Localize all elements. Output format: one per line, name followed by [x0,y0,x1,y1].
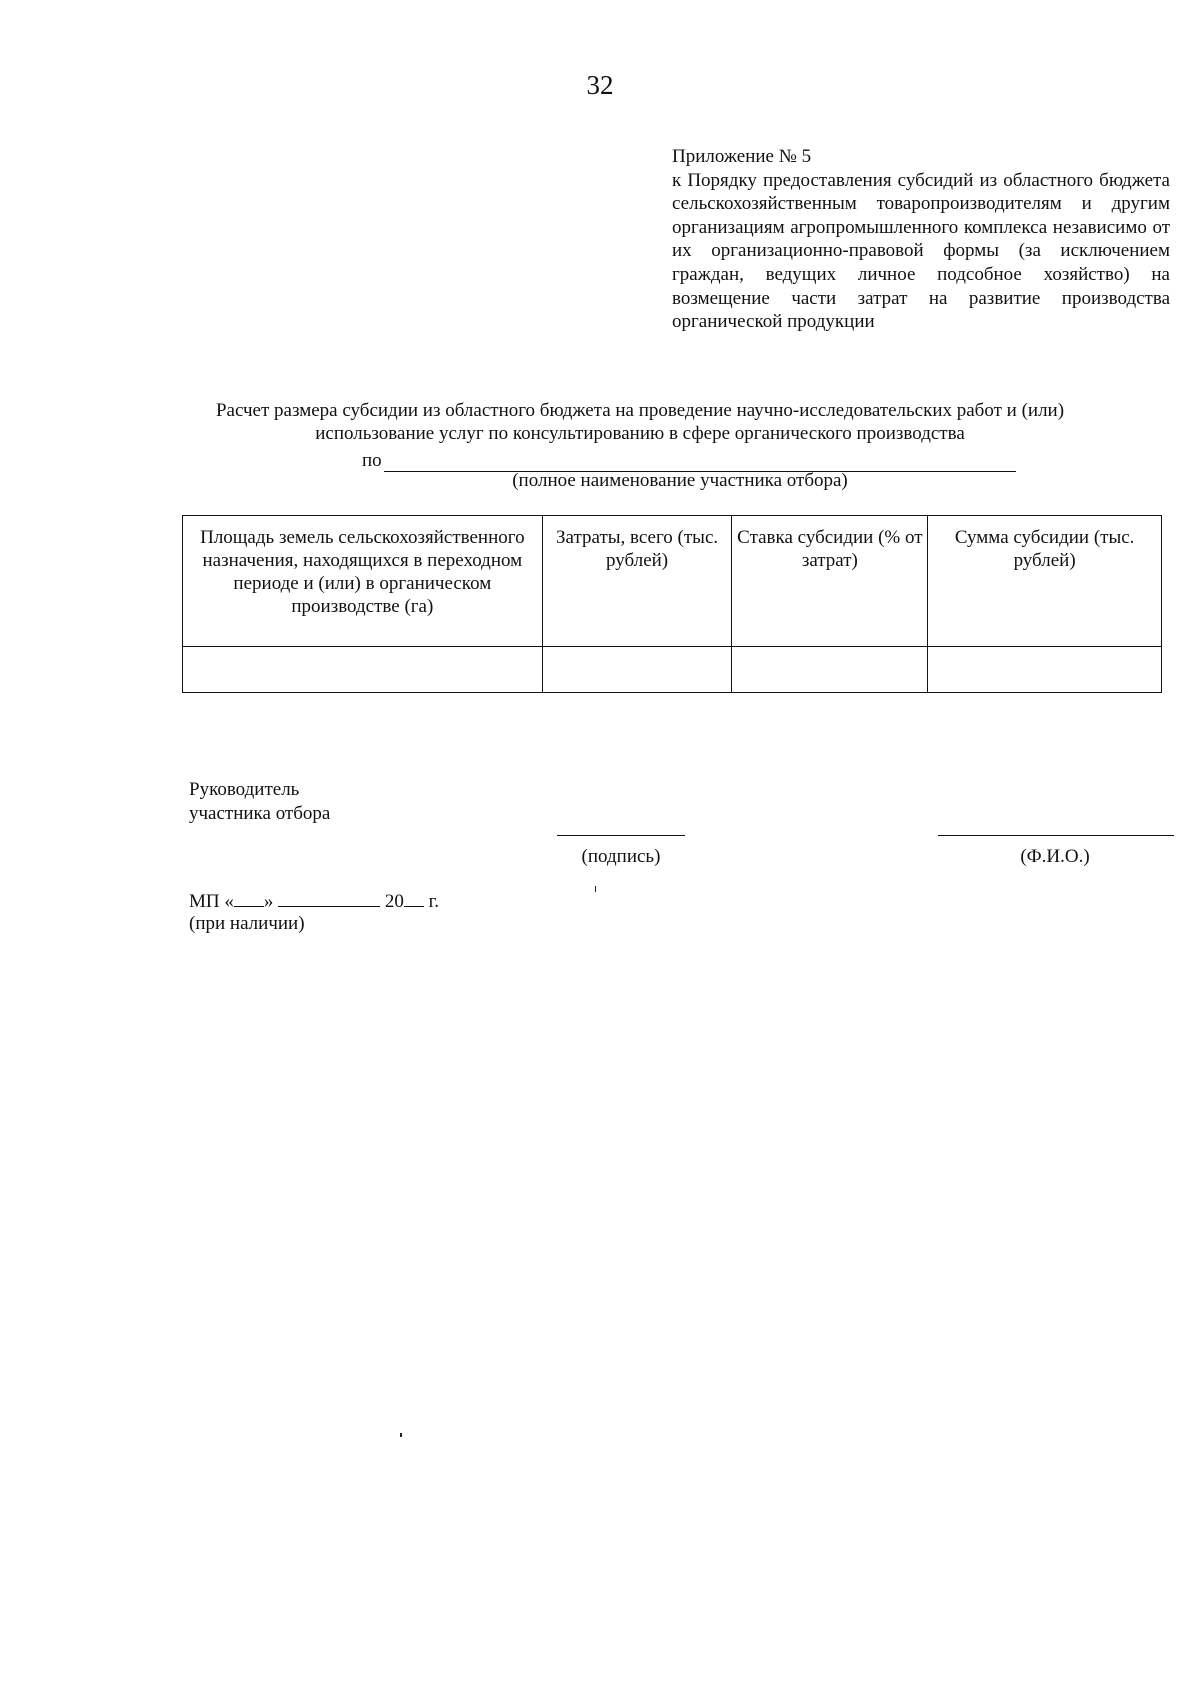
day-blank [234,890,264,907]
title-line-2: использование услуг по консультированию в сфере органического производства [315,423,965,444]
head-of-participant-label [189,778,330,825]
appendix-number: Приложение № 5 [672,146,812,167]
head-label-line-2: участника отбора [189,802,331,824]
signature-blank [557,835,685,836]
year-blank [404,890,424,907]
header-land-area: Площадь земель сельскохозяйственного назначения, находящихся в переходном периоде и (или) в органическом производстве (га) [183,516,543,647]
full-name-blank [938,835,1174,836]
table-row [183,647,1162,693]
participant-prefix: по [362,450,382,471]
appendix-text: к Порядку предоставления субсидий из областного бюджета сельскохозяйственным товаропроизводителям и другим организациям агропромышленного комплекса независимо от их организационно-правовой формы (за исключением граждан, ведущих личное подсобное хозяйство) на возмещение части затрат на развитие производства органической продукции [672,169,1170,333]
page-number: 32 [586,70,614,100]
cell-land-area [183,647,543,693]
signature-caption: (подпись) [581,846,661,867]
header-total-costs: Затраты, всего (тыс. рублей) [542,516,732,647]
full-name-caption: (Ф.И.О.) [1020,846,1090,867]
stamp-label: МП « [189,891,234,912]
stamp-note: (при наличии) [189,913,305,934]
document-title [200,399,1080,445]
cell-subsidy-rate [732,647,928,693]
scan-speck [595,886,596,892]
participant-name-field [362,449,1016,472]
subsidy-calculation-table [182,515,1162,693]
participant-name-hint: (полное наименование участника отбора) [512,470,848,491]
head-label-line-1: Руководитель [189,779,300,800]
header-subsidy-rate: Ставка субсидии (% от затрат) [732,516,928,647]
cell-subsidy-amount [928,647,1162,693]
month-blank [278,890,380,907]
year-suffix: г. [423,891,440,912]
stamp-date-line [189,890,439,914]
year-prefix: 20 [384,891,404,912]
quote-close: » [263,891,274,912]
title-line-1: Расчет размера субсидии из областного бюджета на проведение научно-исследовательских работ и (или) [215,400,1065,421]
table-header-row [183,516,1162,647]
scan-speck [400,1433,402,1437]
header-subsidy-amount: Сумма субсидии (тыс. рублей) [928,516,1162,647]
cell-total-costs [542,647,732,693]
appendix-block [672,145,1170,334]
